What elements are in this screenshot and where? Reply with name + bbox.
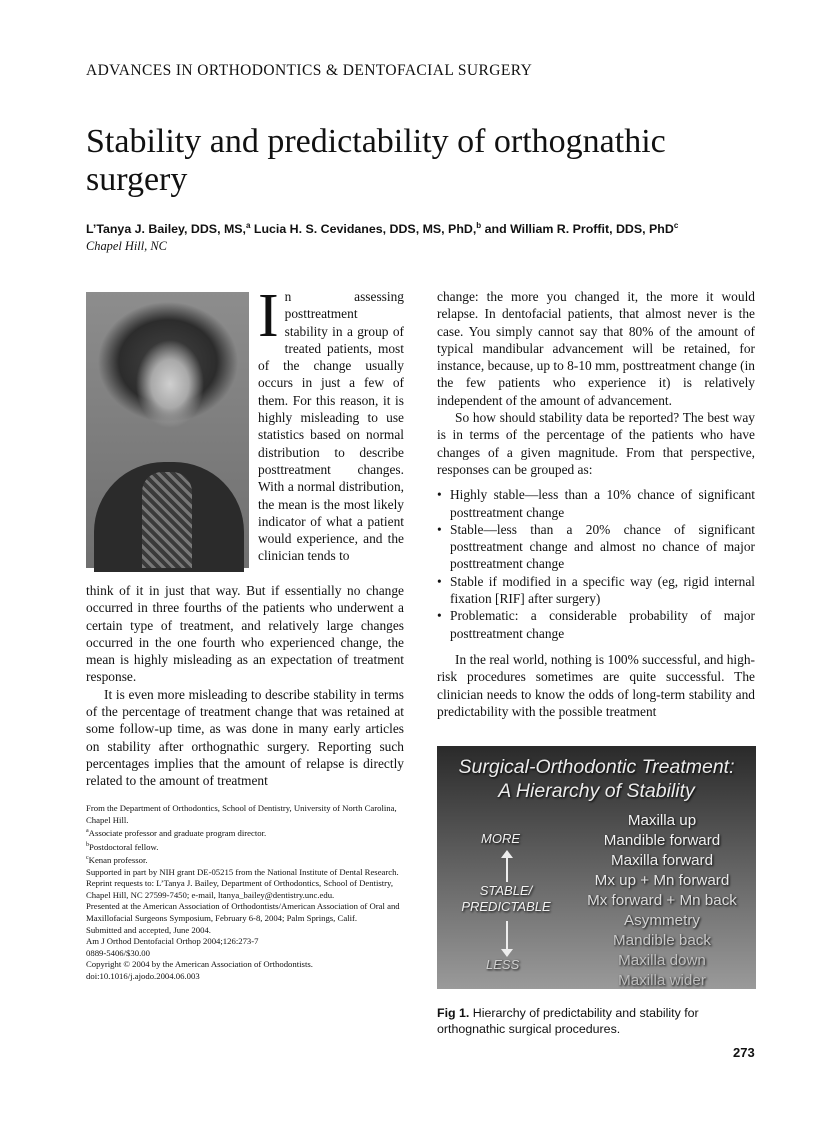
right-paragraph-1: change: the more you changed it, the more it would relapse. In dentofacial patients, that almost never is the case. You simply cannot say that 80% of the amount of typical mandibular advancement will be retained, for instance, because, up to 8-10 mm, posttreatment change (in the few patients who experience it) is relatively independent of the amount of advancement. — [437, 289, 755, 408]
journal-header: ADVANCES IN ORTHODONTICS & DENTOFACIAL SURGERY — [86, 62, 533, 79]
footnote-b: $^b$Postdoctoral fellow. — [86, 841, 159, 852]
footnote-affiliation: From the Department of Orthodontics, School of Dentistry, University of North Carolina, Chapel Hill. — [86, 803, 397, 825]
rank-item: Mx up + Mn forward — [594, 872, 730, 889]
figure-more-label: MORE — [481, 831, 520, 846]
figure-less-label: LESS — [486, 957, 520, 972]
drop-cap: I — [258, 282, 279, 350]
intro-wrap-text — [258, 282, 404, 565]
right-paragraph-2: So how should stability data be reported? The best way is in terms of the percentage of the patients who have changes of a given magnitude. From that perspective, responses can be grouped as: — [437, 410, 755, 477]
rank-item: Mx forward + Mn back — [587, 892, 737, 909]
author-2-mark: b — [476, 221, 482, 230]
article-title — [86, 123, 786, 199]
rank-item: Maxilla up — [627, 812, 697, 829]
footnote-a: $^a$Associate professor and graduate program director. — [86, 828, 267, 839]
footnote-copyright: Copyright © 2004 by the American Association of Orthodontists. — [86, 959, 313, 970]
figure-axis-label — [451, 883, 561, 915]
rank-item: Maxilla forward — [610, 852, 714, 869]
footnote-issn: 0889-5406/$30.00 — [86, 947, 150, 958]
stability-categories — [437, 486, 755, 642]
rank-item: Asymmetry — [624, 912, 700, 929]
title-line-2: surgery — [86, 161, 188, 198]
left-paragraph-2: It is even more misleading to describe stability in terms of the percentage of treatment change that was retained at some follow-up time, as was done in many early articles on stability after orthognathic surgery. Reporting such percentages implies that the amount of relapse is directly related to the amount of treatment — [86, 686, 404, 789]
author-1-mark: a — [245, 221, 251, 230]
footnote-mark-a: a — [86, 828, 89, 835]
footnote-mark-b: b — [86, 841, 89, 848]
footnote-c: $^c$Kenan professor. — [86, 855, 148, 866]
rank-item: Mandible back — [613, 932, 711, 949]
right-paragraph-3: In the real world, nothing is 100% successful, and high-risk procedures sometimes are quite successful. The clinician needs to know the odds of long-term stability and predictability with the possible treatment — [437, 651, 755, 719]
rank-item: Maxilla down — [618, 952, 706, 969]
rank-item: Mandible forward — [603, 832, 721, 849]
footnote-citation: Am J Orthod Dentofacial Orthop 2004;126:273-7 — [86, 936, 259, 947]
author-3: and William R. Proffit, DDS, PhD — [481, 222, 674, 237]
left-column — [86, 582, 404, 790]
photo-blouse — [142, 472, 192, 568]
author-location: Chapel Hill, NC — [86, 239, 167, 253]
figure-hierarchy — [437, 746, 756, 989]
axis-label-line-2: PREDICTABLE — [461, 899, 551, 914]
figure-title-line-1: Surgical-Orthodontic Treatment: — [458, 756, 735, 778]
author-2: Lucia H. S. Cevidanes, DDS, MS, PhD, — [250, 222, 477, 237]
footnote-reprint: Reprint requests to: L’Tanya J. Bailey, Department of Orthodontics, School of Dentistry, Chapel Hill, NC 27599-7450; e-mail, ltanya_bailey@dentistry.unc.edu. — [86, 878, 394, 900]
arrow-down-icon — [506, 921, 508, 951]
left-paragraph-1: think of it in just that way. But if essentially no change occurred in three fourths of the patients who underwent a certain type of treatment, and relatively large changes occurred in the one fourth who experienced change, the mean is highly misleading as an expectation of treatment response. — [86, 583, 404, 685]
author-photo — [86, 292, 249, 568]
author-1: L’Tanya J. Bailey, DDS, MS, — [86, 222, 246, 237]
page-number: 273 — [733, 1045, 755, 1060]
caption-label: Fig 1. — [437, 1006, 470, 1020]
title-line-1: Stability and predictability of orthognathic — [86, 123, 666, 160]
footnote-presented: Presented at the American Association of Orthodontists/American Association of Oral and Maxillofacial Surgeons Symposium, February 6-8, 2004; Palm Springs, Calif. — [86, 901, 400, 924]
axis-label-line-1: STABLE/ — [479, 883, 533, 898]
figure-title-line-2: A Hierarchy of Stability — [498, 780, 695, 802]
figure-caption — [437, 1005, 757, 1038]
footnotes — [86, 803, 404, 983]
list-item: • Highly stable—less than a 10% chance of significant posttreatment change — [437, 486, 755, 521]
list-item: • Stable if modified in a specific way (eg, rigid internal fixation [RIF] after surgery) — [437, 573, 755, 608]
arrow-up-icon — [506, 856, 508, 882]
intro-paragraph: n assessing posttreatment stability in a group of treated patients, most of the change usually occurs in just a few of them. For this reason, it is highly misleading to use statistics based on normal distribution to describe posttreatment changes. With a normal distribution, the mean is the most likely indicator of what a patient would experience, and the clinician tends to — [258, 289, 404, 564]
list-item: • Stable—less than a 20% chance of significant posttreatment change and almost no chance of major posttreatment change — [437, 521, 755, 573]
rank-item: Maxilla wider — [618, 972, 706, 989]
right-column — [437, 288, 755, 720]
footnote-doi: doi:10.1016/j.ajodo.2004.06.003 — [86, 970, 200, 981]
author-3-mark: c — [673, 221, 679, 230]
author-list — [86, 221, 678, 236]
footnote-support: Supported in part by NIH grant DE-05215 from the National Institute of Dental Research. — [86, 866, 399, 877]
list-item: • Problematic: a considerable probability of major posttreatment change — [437, 607, 755, 642]
footnote-mark-c: c — [86, 855, 89, 862]
footnote-submitted: Submitted and accepted, June 2004. — [86, 924, 211, 935]
caption-text: Hierarchy of predictability and stability for orthognathic surgical procedures. — [437, 1006, 699, 1037]
